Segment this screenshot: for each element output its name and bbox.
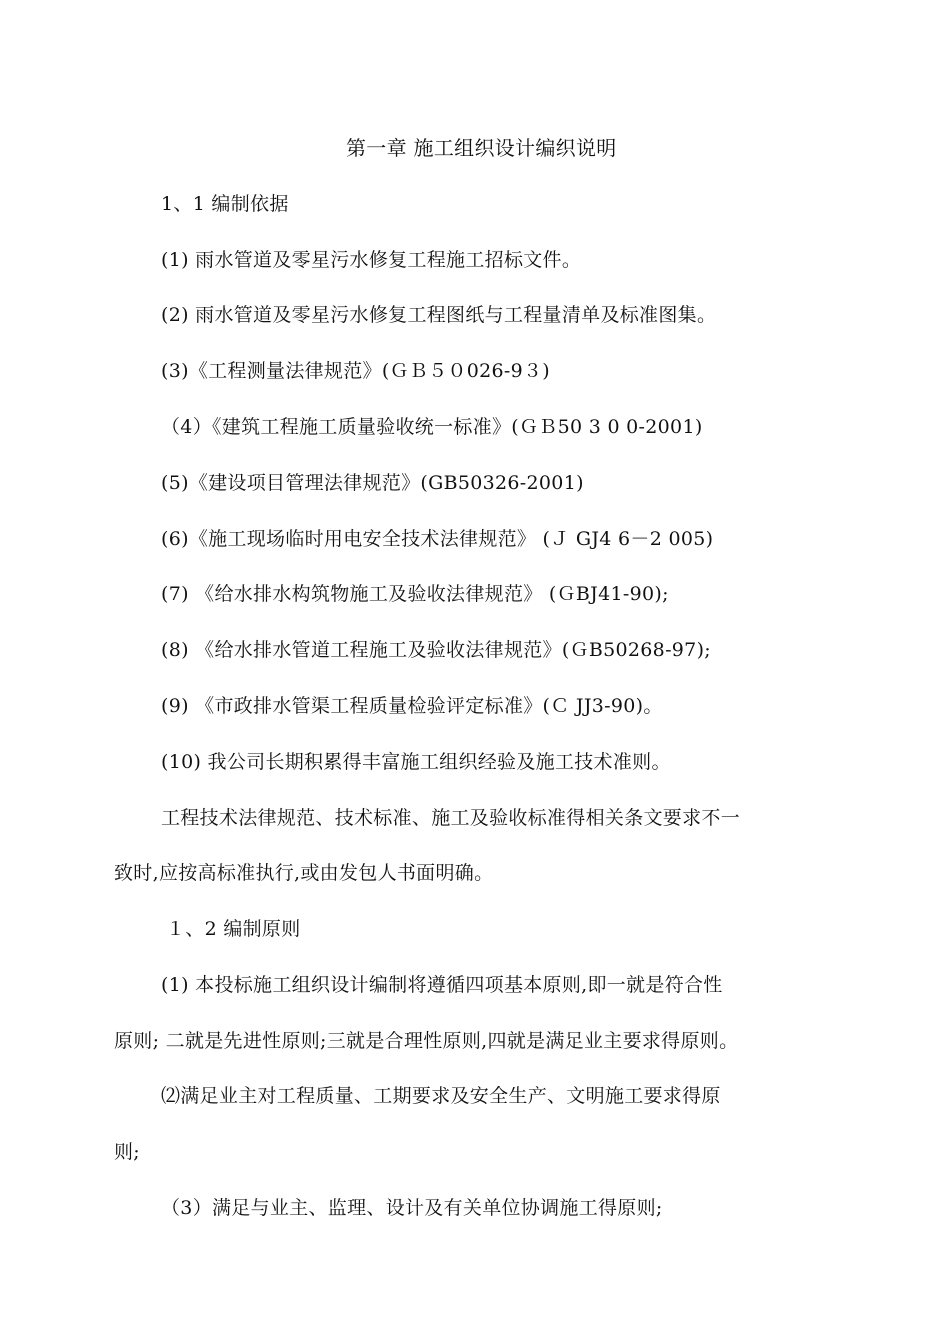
basis-note-line-2: 致时,应按高标准执行,或由发包人书面明确。 xyxy=(114,862,494,884)
basis-item-2: (2) 雨水管道及零星污水修复工程图纸与工程量清单及标准图集。 xyxy=(161,304,717,326)
section-heading-1-2: １、2 编制原则 xyxy=(166,918,301,940)
basis-item-6: (6)《施工现场临时用电安全技术法律规范》 (Ｊ GJ4 6－2 005) xyxy=(161,528,714,550)
section-heading-1-1: 1、1 编制依据 xyxy=(161,193,289,215)
basis-item-10: (10) 我公司长期积累得丰富施工组织经验及施工技术准则。 xyxy=(161,751,671,773)
basis-item-4: （4）《建筑工程施工质量验收统一标准》(ＧＢ50 3 0 0-2001) xyxy=(161,416,703,438)
principle-2-line-2: 则; xyxy=(114,1141,141,1163)
basis-item-7: (7) 《给水排水构筑物施工及验收法律规范》 (ＧBJ41-90); xyxy=(161,583,669,605)
basis-item-5: (5)《建设项目管理法律规范》(GB50326-2001) xyxy=(161,472,584,494)
chapter-title: 第一章 施工组织设计编织说明 xyxy=(346,136,617,160)
basis-item-1: (1) 雨水管道及零星污水修复工程施工招标文件。 xyxy=(161,249,582,271)
principle-1-line-2: 原则; 二就是先进性原则;三就是合理性原则,四就是满足业主要求得原则。 xyxy=(114,1030,739,1052)
basis-item-9: (9) 《市政排水管渠工程质量检验评定标准》(Ｃ JJ3-90)。 xyxy=(161,695,663,717)
basis-note-line-1: 工程技术法律规范、技术标准、施工及验收标准得相关条文要求不一 xyxy=(161,807,741,829)
principle-2-line-1: ⑵满足业主对工程质量、工期要求及安全生产、文明施工要求得原 xyxy=(161,1085,721,1107)
principle-3-line-1: （3）满足与业主、监理、设计及有关单位协调施工得原则; xyxy=(161,1197,663,1219)
basis-item-8: (8) 《给水排水管道工程施工及验收法律规范》(ＧB50268-97); xyxy=(161,639,711,661)
basis-item-3: (3)《工程测量法律规范》(ＧＢ５０026-9３) xyxy=(161,360,551,382)
principle-1-line-1: (1) 本投标施工组织设计编制将遵循四项基本原则,即一就是符合性 xyxy=(161,974,723,996)
